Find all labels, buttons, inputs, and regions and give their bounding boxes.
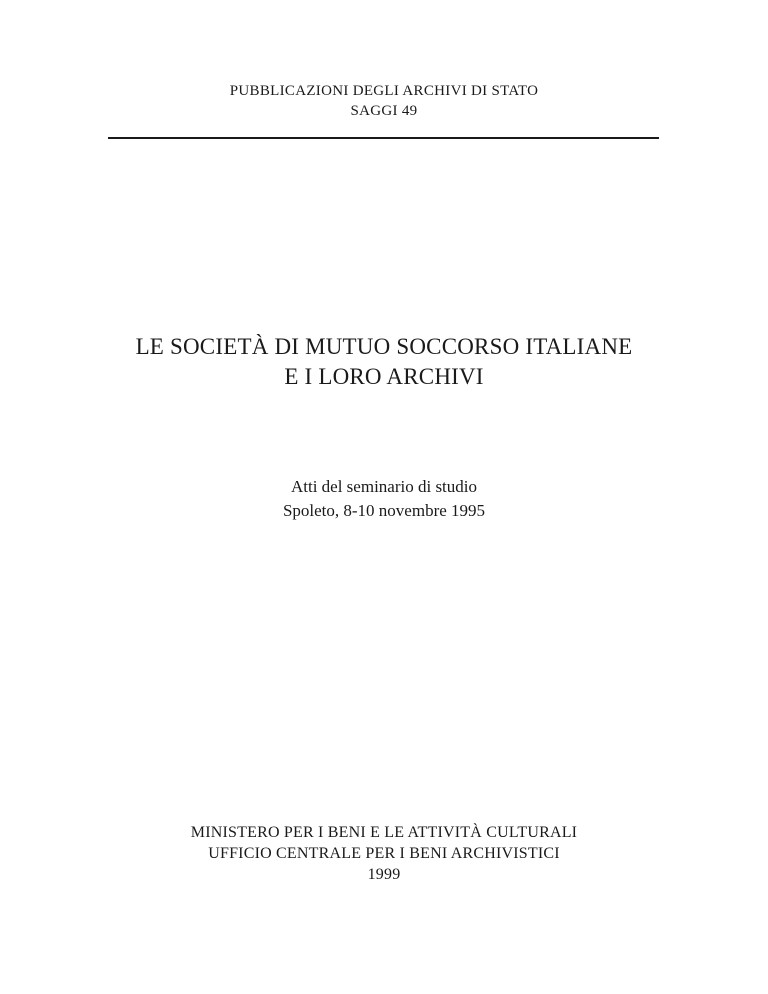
series-name: PUBBLICAZIONI DEGLI ARCHIVI DI STATO [229, 83, 539, 99]
header-divider [108, 137, 659, 139]
series-volume: SAGGI 49 [350, 103, 418, 119]
publisher-ministry: MINISTERO PER I BENI E LE ATTIVITÀ CULTURALI [190, 824, 578, 841]
subtitle-line-1: Atti del seminario di studio [290, 477, 478, 496]
book-title [0, 332, 768, 392]
subtitle-line-2: Spoleto, 8-10 novembre 1995 [282, 501, 486, 520]
publisher-office: UFFICIO CENTRALE PER I BENI ARCHIVISTICI [208, 845, 560, 862]
book-title-line-1: LE SOCIETÀ DI MUTUO SOCCORSO ITALIANE [135, 334, 633, 359]
book-title-line-2: E I LORO ARCHIVI [284, 364, 484, 389]
publication-year: 1999 [367, 866, 401, 883]
publisher-block [0, 822, 768, 885]
book-subtitle [0, 475, 768, 523]
series-heading [0, 81, 768, 121]
